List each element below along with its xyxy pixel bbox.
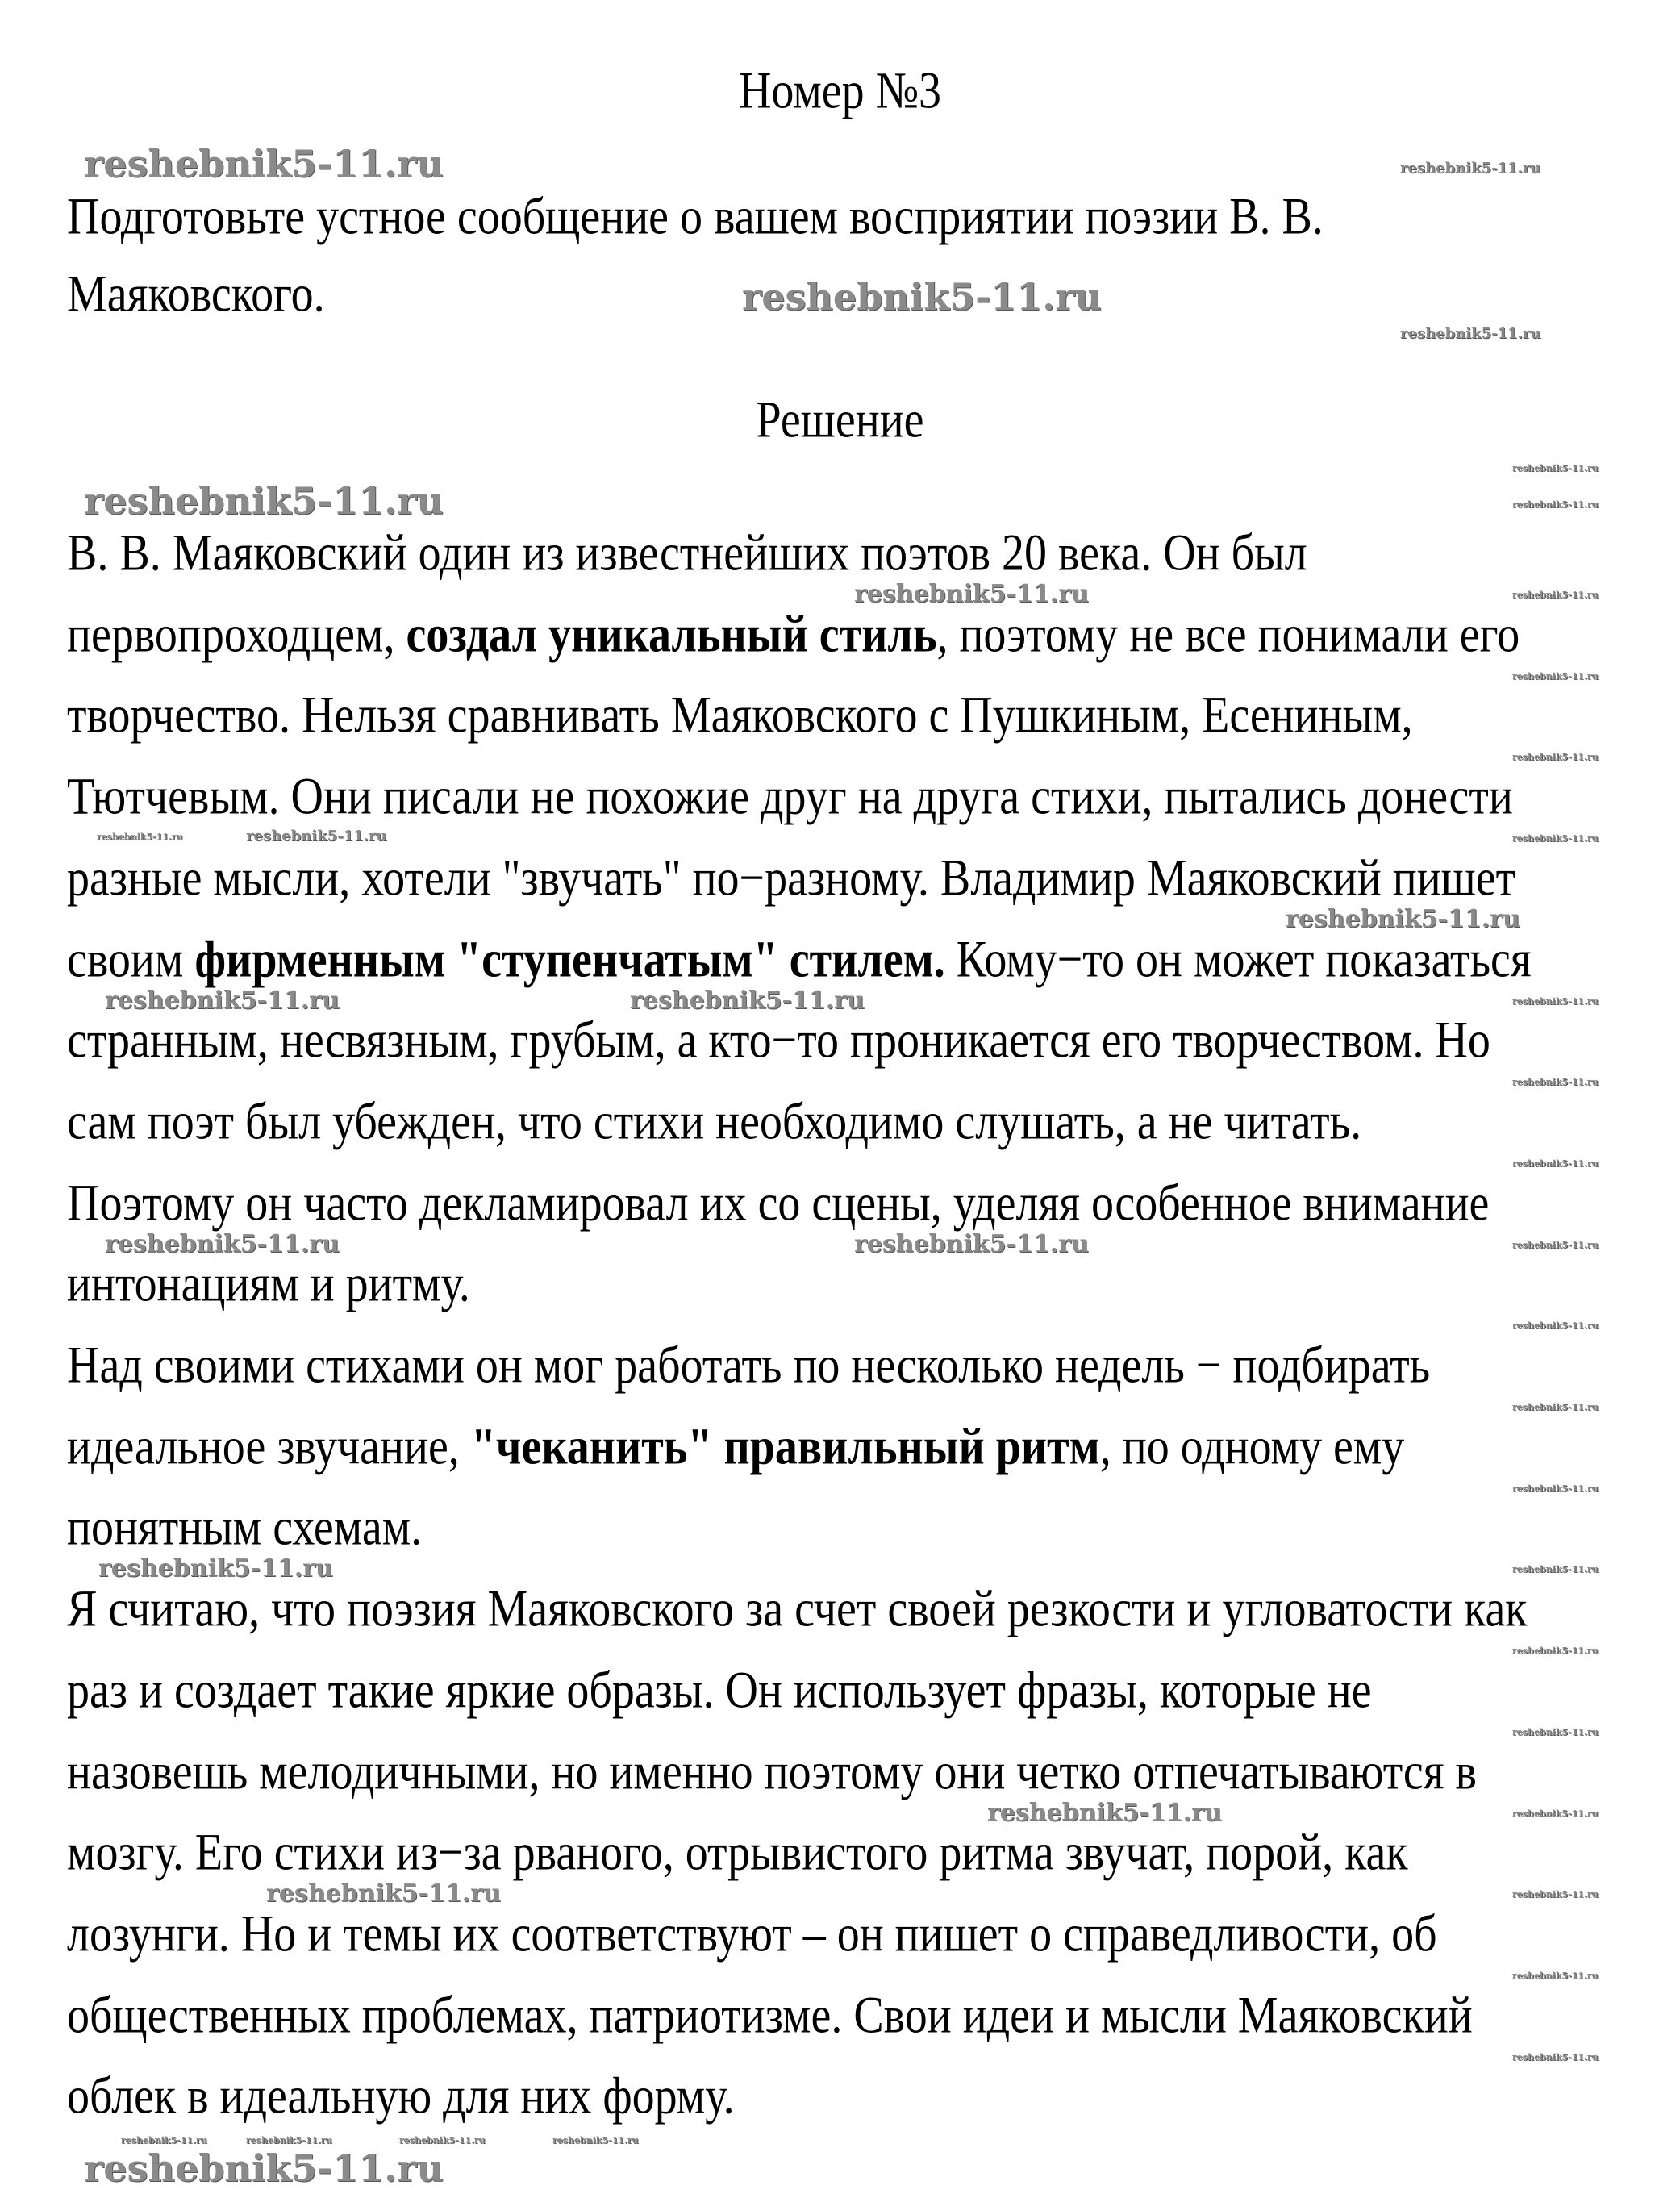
page-title: Номер №3 [738,62,942,120]
body-line [67,1824,1408,1882]
watermark: reshebnik5-11.ru [1512,995,1599,1007]
watermark: reshebnik5-11.ru [854,580,1089,608]
body-line [67,1905,1437,1963]
text: творчество. Нельзя сравнивать Маяковского с Пушкиным, Есениным, [67,686,1413,745]
watermark: reshebnik5-11.ru [1512,1646,1599,1657]
solution-heading: Решение [756,391,924,449]
watermark: reshebnik5-11.ru [1512,1077,1599,1088]
body-line [67,1418,1405,1476]
watermark: reshebnik5-11.ru [1512,1483,1599,1494]
body-line [67,1255,470,1313]
watermark: reshebnik5-11.ru [1512,752,1599,763]
watermark: reshebnik5-11.ru [97,832,183,843]
watermark: reshebnik5-11.ru [1512,833,1599,845]
text: Тютчевым. Они писали не похожие друг на друга стихи, пытались донести [67,768,1513,826]
text: лозунги. Но и темы их соответствуют – он пишет о справедливости, об [67,1905,1437,1963]
body-line [67,524,1307,582]
text: сам поэт был убежден, что стихи необходимо слушать, а не читать. [67,1093,1362,1151]
body-line [67,1174,1490,1233]
watermark: reshebnik5-11.ru [1512,1402,1599,1412]
watermark: reshebnik5-11.ru [854,1229,1089,1258]
text: Над своими стихами он мог работать по несколько недель − подбирать [67,1337,1431,1395]
body-line [67,768,1513,826]
bold-text: "чеканить" правильный ритм [470,1418,1100,1476]
watermark: reshebnik5-11.ru [266,1879,501,1908]
body-line [67,1662,1372,1720]
text: интонациям и ритму. [67,1255,470,1313]
text: Поэтому он часто декламировал их со сцены, уделяя особенное внимание [67,1174,1490,1233]
watermark: reshebnik5-11.ru [1512,670,1599,682]
watermark: reshebnik5-11.ru [246,828,387,845]
bold-text: создал уникальный стиль [406,606,937,664]
watermark: reshebnik5-11.ru [121,2135,207,2146]
watermark: reshebnik5-11.ru [1512,463,1599,473]
body-line [67,2067,735,2125]
watermark: reshebnik5-11.ru [630,986,865,1015]
text: первопроходцем, [67,606,406,664]
text: Я считаю, что поэзия Маяковского за счет своей резкости и угловатости как [67,1580,1528,1638]
body-line [67,849,1516,907]
watermark: reshebnik5-11.ru [105,986,340,1015]
watermark: reshebnik5-11.ru [399,2135,486,2146]
text: идеальное звучание, [67,1418,471,1476]
watermark: reshebnik5-11.ru [98,1554,333,1583]
text: облек в идеальную для них форму. [67,2067,735,2125]
watermark: reshebnik5-11.ru [1512,1564,1599,1575]
body-line [67,1011,1490,1070]
watermark: reshebnik5-11.ru [1512,1808,1599,1819]
text: В. В. Маяковский один из известнейших поэтов 20 века. Он был [67,524,1307,582]
watermark: reshebnik5-11.ru [84,2146,444,2190]
text: разные мысли, хотели "звучать" по−разному. Владимир Маяковский пишет [67,849,1516,907]
watermark: reshebnik5-11.ru [105,1229,340,1258]
task-line-1: Подготовьте устное сообщение о вашем восприятии поэзии В. В. [67,188,1324,246]
text: назовешь мелодичными, но именно поэтому они четко отпечатываются в [67,1742,1477,1801]
text: , поэтому не все понимали его [936,606,1520,664]
body-line [67,1499,423,1558]
text: Кому−то он может показаться [944,930,1532,989]
text: понятным схемам. [67,1499,423,1558]
text: , по одному ему [1099,1418,1405,1476]
watermark: reshebnik5-11.ru [1512,1726,1599,1737]
watermark: reshebnik5-11.ru [1512,590,1599,600]
body-line [67,1337,1431,1395]
watermark: reshebnik5-11.ru [1512,1970,1599,1981]
watermark: reshebnik5-11.ru [1512,2051,1599,2063]
body-line [67,606,1520,664]
body-line [67,930,1532,989]
watermark: reshebnik5-11.ru [1512,1239,1599,1250]
watermark: reshebnik5-11.ru [742,275,1102,319]
watermark: reshebnik5-11.ru [1400,160,1541,177]
body-line [67,1986,1473,2045]
watermark: reshebnik5-11.ru [1512,499,1599,510]
watermark: reshebnik5-11.ru [1512,1889,1599,1900]
text: странным, несвязным, грубым, а кто−то проникается его творчеством. Но [67,1011,1490,1070]
text: мозгу. Его стихи из−за рваного, отрывистого ритма звучат, порой, как [67,1824,1408,1882]
bold-text: фирменным "ступенчатым" стилем. [194,930,945,989]
watermark: reshebnik5-11.ru [552,2135,639,2146]
body-line [67,1742,1477,1801]
body-line [67,1580,1528,1638]
watermark: reshebnik5-11.ru [987,1798,1222,1827]
watermark: reshebnik5-11.ru [84,479,444,523]
watermark: reshebnik5-11.ru [246,2135,332,2146]
text: своим [67,930,195,989]
body-line [67,1093,1362,1151]
watermark: reshebnik5-11.ru [1286,904,1520,933]
body-line [67,686,1413,745]
task-line-2: Маяковского. [67,265,325,323]
watermark: reshebnik5-11.ru [1400,325,1541,342]
watermark: reshebnik5-11.ru [1512,1320,1599,1332]
text: раз и создает такие яркие образы. Он использует фразы, которые не [67,1662,1372,1720]
text: общественных проблемах, патриотизме. Свои идеи и мысли Маяковский [67,1986,1473,2045]
watermark: reshebnik5-11.ru [1512,1157,1599,1169]
watermark: reshebnik5-11.ru [84,142,444,186]
